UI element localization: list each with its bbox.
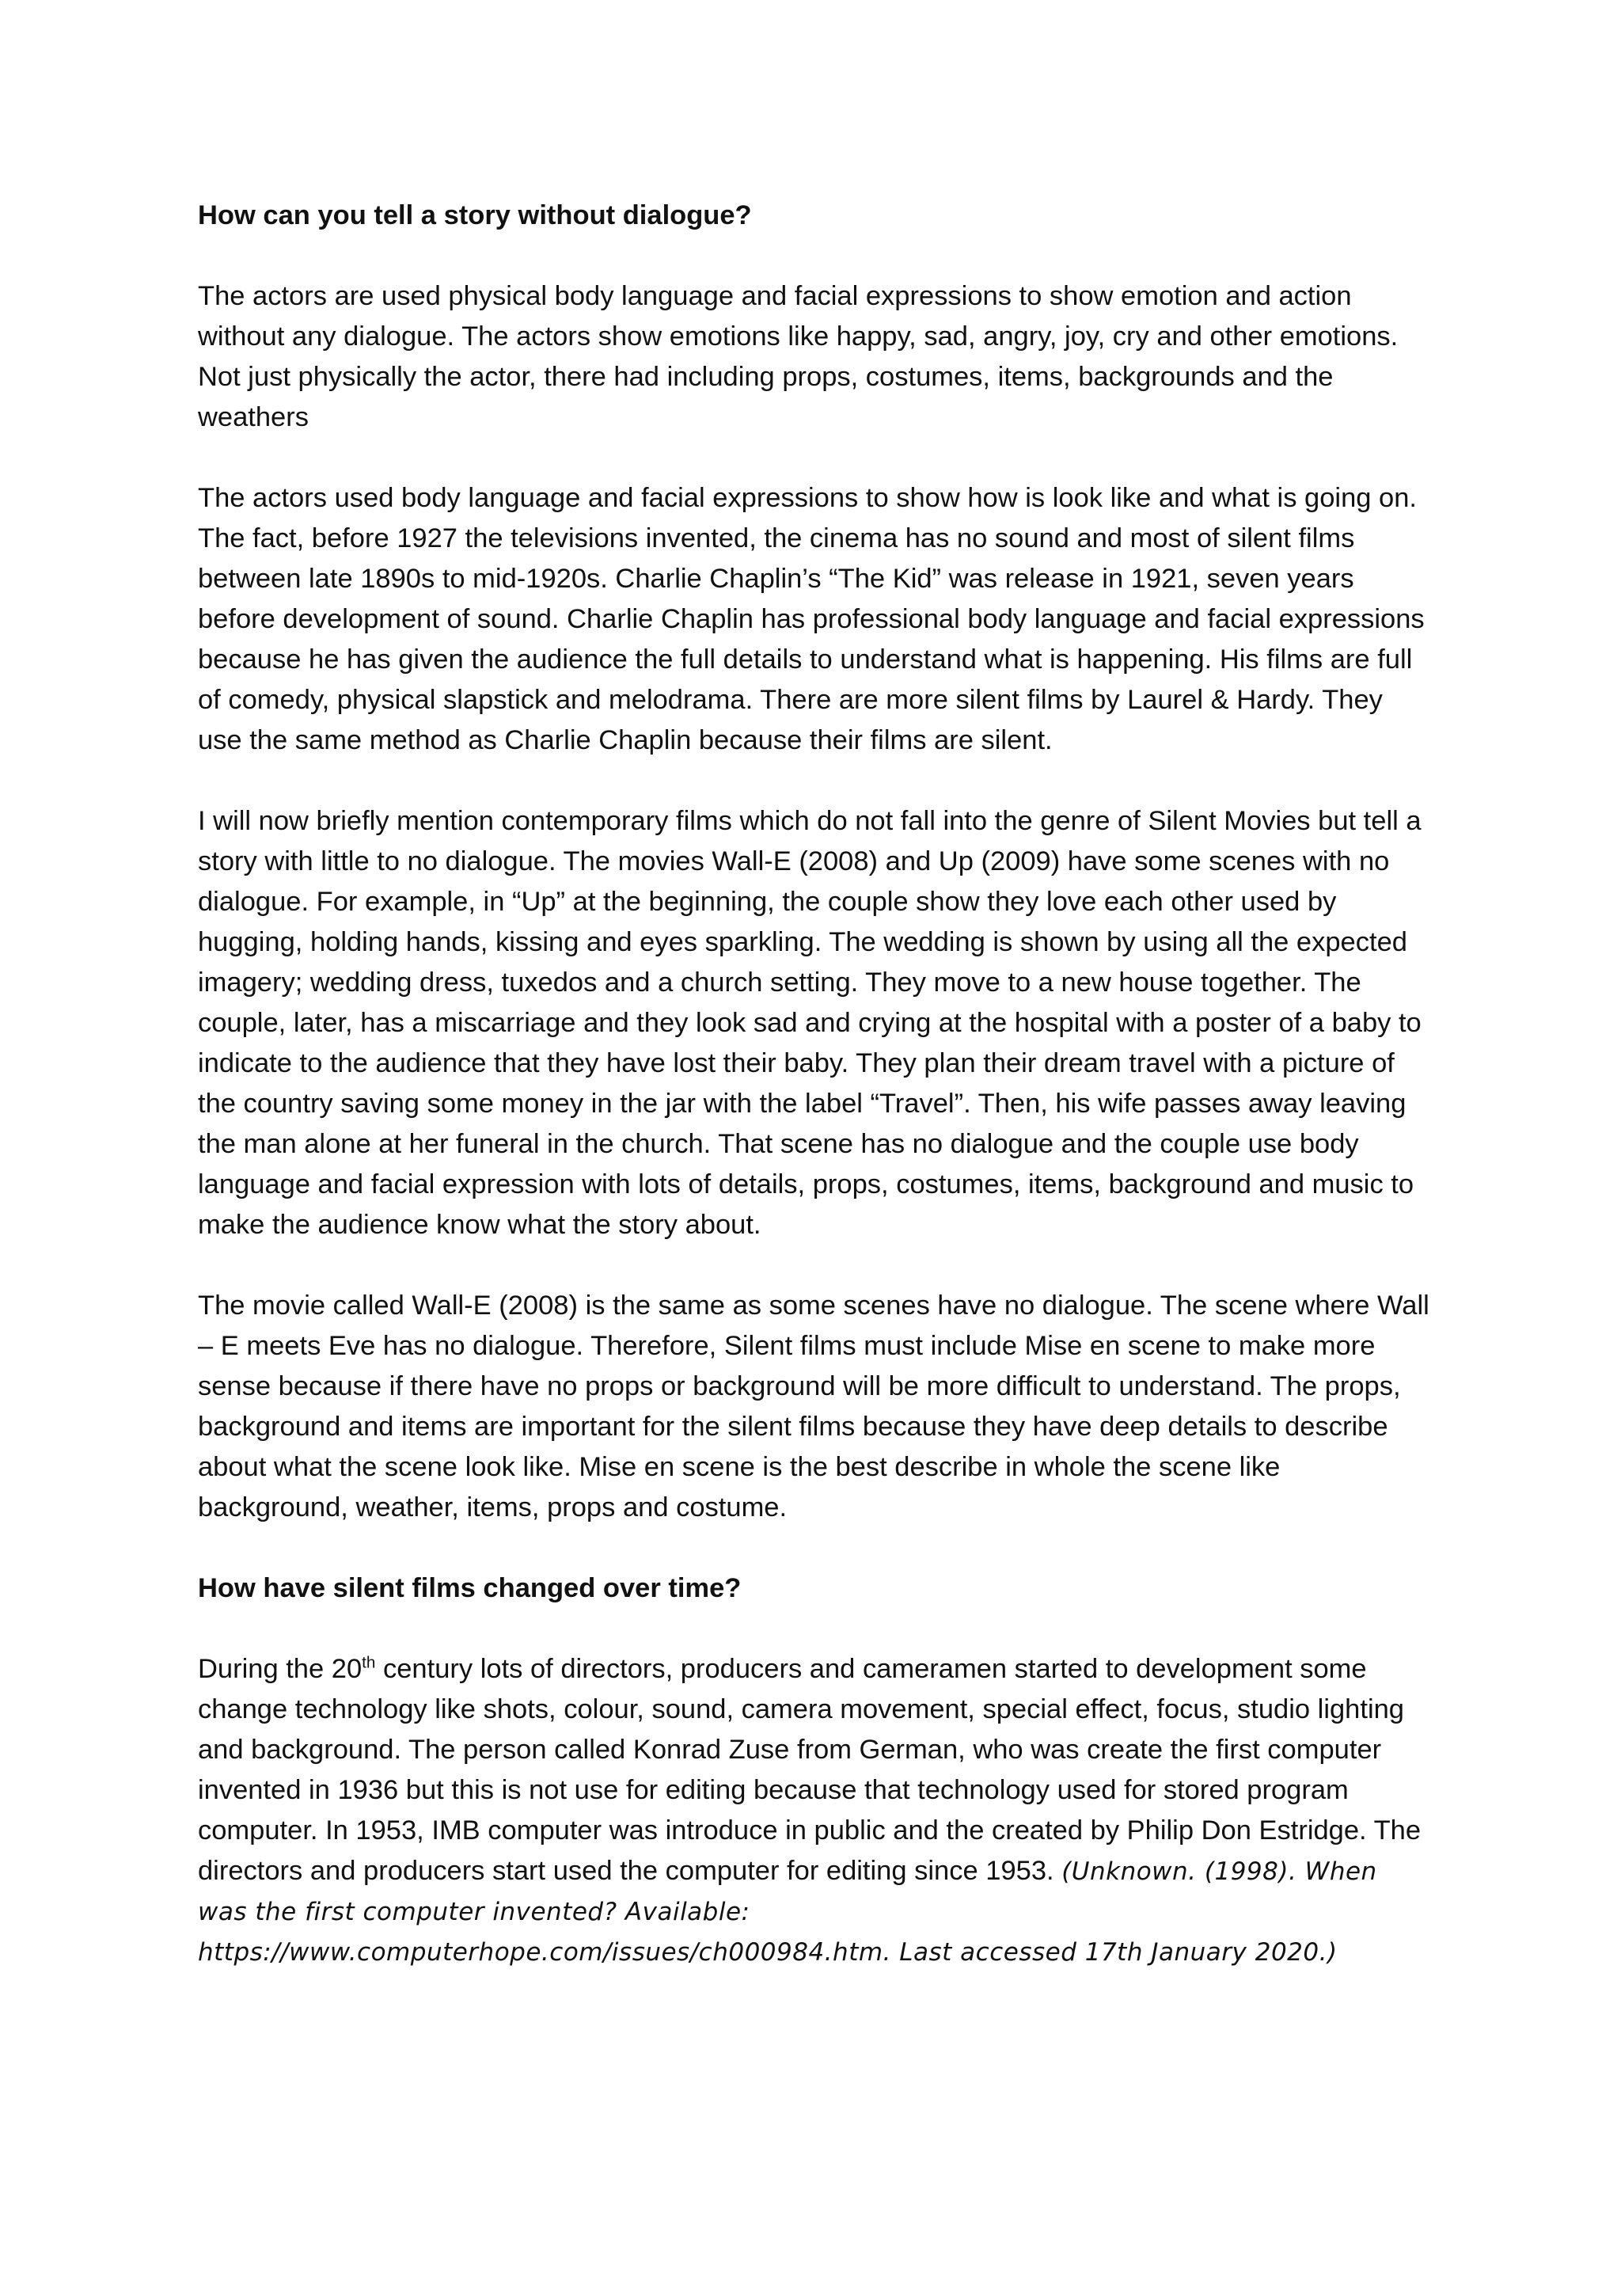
paragraph-wall-e: The movie called Wall-E (2008) is the same as some scenes have no dialogue. The scene where Wall – E meets Eve has no dialogue. Therefore, Silent films must include Mise en scene to make more sense because if there have no props or background will be more difficult to understand. The props, background and items are important for the silent films because they have deep details to describe about what the scene look like. Mise en scene is the best describe in whole the scene like background, weather, items, props and costume. — [198, 1291, 1429, 1522]
paragraph-contemporary-films: I will now briefly mention contemporary films which do not fall into the genre of Silent Movies but tell a story with little to no dialogue. The movies Wall-E (2008) and Up (2009) have some scenes with no dialogue. For example, in “Up” at the beginning, the couple show they love each other used by hugging, holding hands, kissing and eyes sparkling. The wedding is shown by using all the expected imagery; wedding dress, tuxedos and a church setting. They move to a new house together. The couple, later, has a miscarriage and they look sad and crying at the hospital with a poster of a baby to indicate to the audience that they have lost their baby. They plan their dream travel with a picture of the country saving some money in the jar with the label “Travel”. Then, his wife passes away leaving the man alone at her funeral in the church. That scene has no dialogue and the couple use body language and facial expression with lots of details, props, costumes, items, background and music to make the audience know what the story about. — [198, 806, 1422, 1240]
paragraph-charlie-chaplin: The actors used body language and facial expressions to show how is look like and what is going on. The fact, before 1927 the televisions invented, the cinema has no sound and most of silent films between late 1890s to mid-1920s. Charlie Chaplin’s “The Kid” was release in 1921, seven years before development of sound. Charlie Chaplin has professional body language and facial expressions because he has given the audience the full details to understand what is happening. His films are full of comedy, physical slapstick and melodrama. There are more silent films by Laurel & Hardy. They use the same method as Charlie Chaplin because their films are silent. — [198, 483, 1425, 755]
citation: (Unknown. (1998). When was the first computer invented? Available: https://www.computerhope.com/issues/ch000984.htm. Last accessed 17th January 2020.) — [198, 1857, 1377, 1967]
paragraph-text-rest: century lots of directors, producers and cameramen started to development some change technology like shots, colour, sound, camera movement, special effect, focus, studio lighting and background. The person called Konrad Zuse from German, who was create the first computer invented in 1936 but this is not use for editing because that technology used for stored program computer. In 1953, IMB computer was introduce in public and the created by Philip Don Estridge. The directors and producers start used the computer for editing since 1953. — [198, 1654, 1422, 1886]
superscript-th: th — [362, 1653, 376, 1672]
section-heading-story-without-dialogue: How can you tell a story without dialogue? — [198, 200, 752, 230]
section-heading-silent-films-changed: How have silent films changed over time? — [198, 1573, 742, 1603]
document-page — [198, 196, 1433, 2013]
paragraph-text-start: During the 20 — [198, 1654, 363, 1684]
paragraph-20th-century — [198, 1649, 1433, 1972]
paragraph-body-language: The actors are used physical body language and facial expressions to show emotion and action without any dialogue. The actors show emotions like happy, sad, angry, joy, cry and other emotions. Not just physically the actor, there had including props, costumes, items, backgrounds and the weathers — [198, 281, 1399, 432]
